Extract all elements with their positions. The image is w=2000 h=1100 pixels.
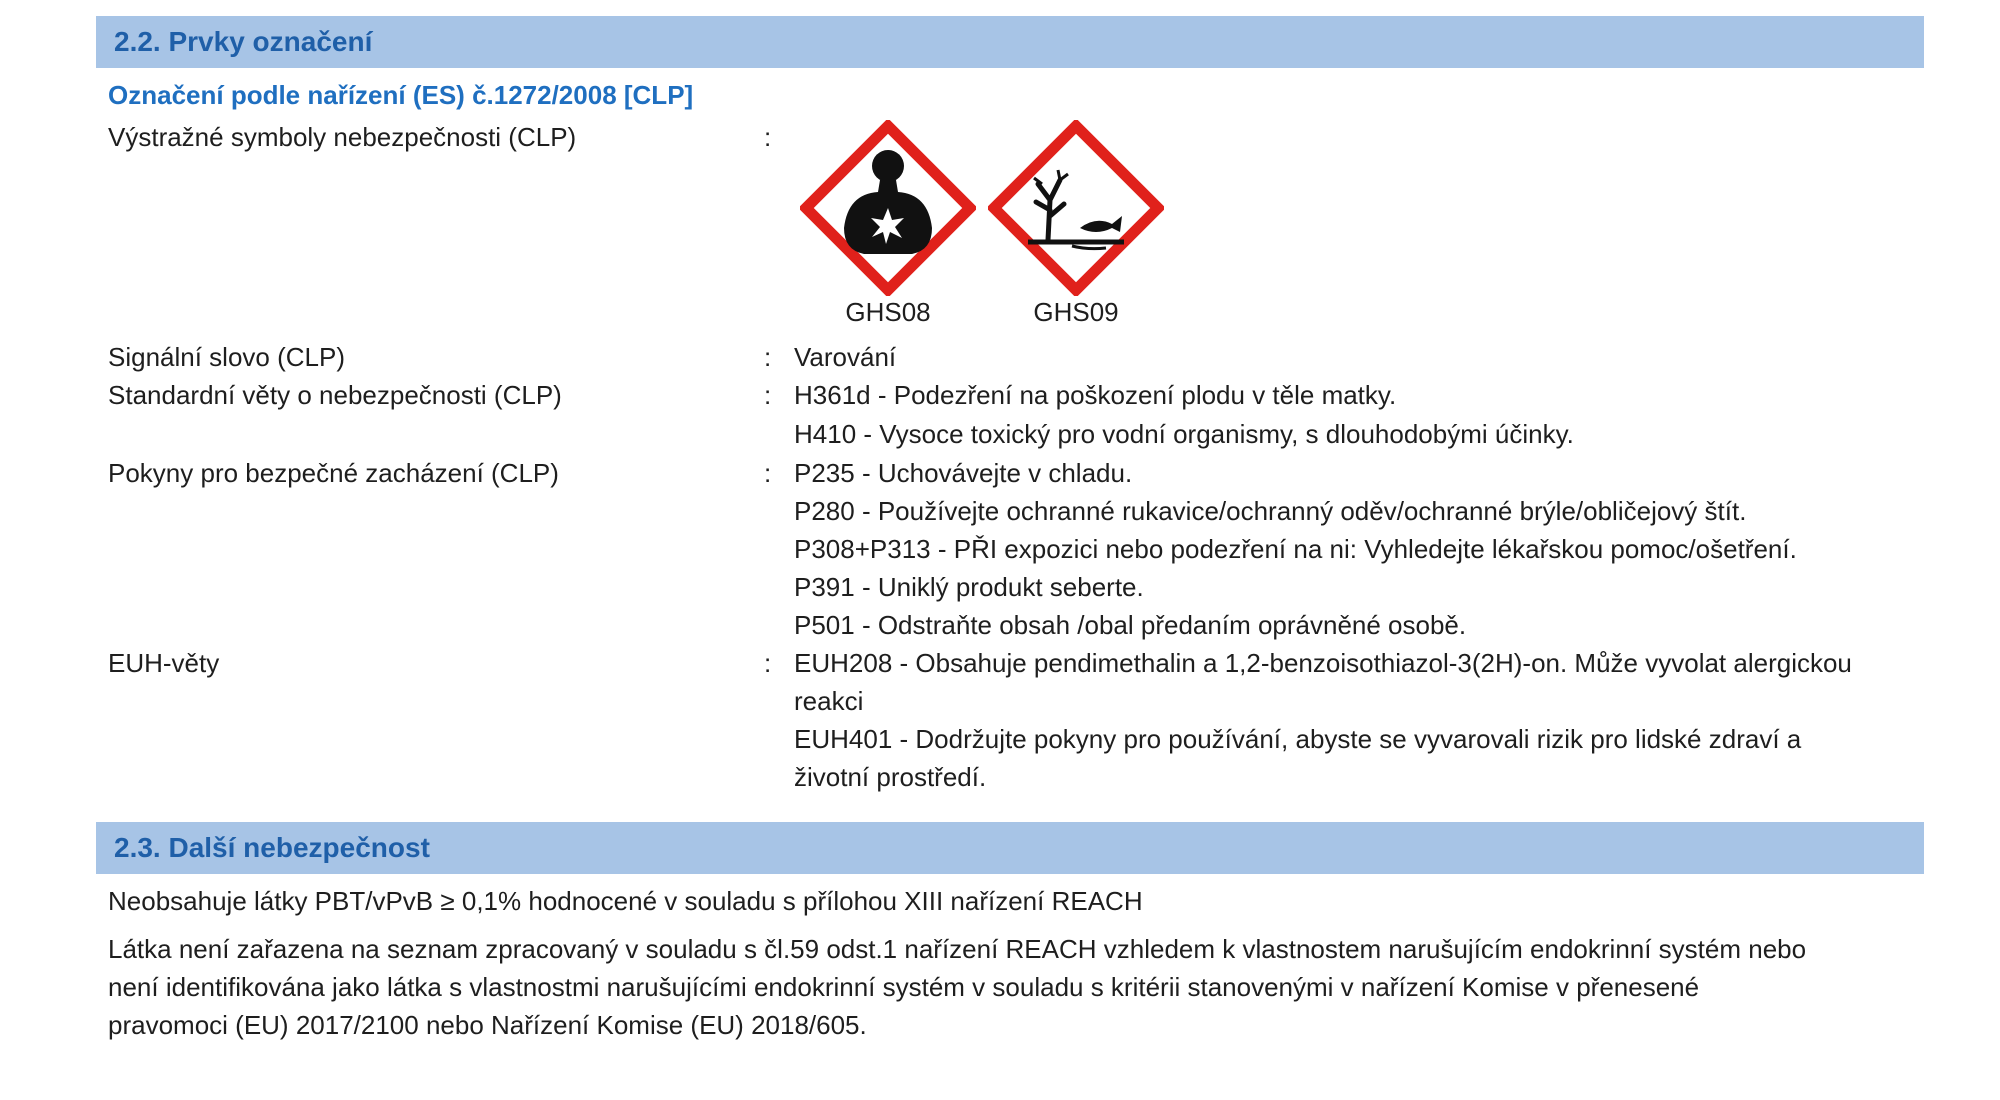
ghs08-health-hazard-icon [800, 120, 976, 296]
precautionary-statement-line: P501 - Odstraňte obsah /obal předaním oprávněné osobě. [794, 610, 1467, 640]
section-2-3-header [96, 822, 1924, 874]
euh-statement-line: reakci [794, 686, 864, 716]
endocrine-paragraph-line: není identifikována jako látka s vlastnostmi narušujícími endokrinní systém v souladu s kritérii stanovenými v nařízení Komise v přenesené [108, 972, 1700, 1002]
clp-subtitle: Označení podle nařízení (ES) č.1272/2008 [CLP] [108, 80, 694, 110]
hazard-statement-line: H361d - Podezření na poškození plodu v těle matky. [794, 380, 1397, 410]
colon: : [764, 458, 772, 488]
euh-statement-line: EUH208 - Obsahuje pendimethalin a 1,2-benzoisothiazol-3(2H)-on. Může vyvolat alergickou [794, 648, 1852, 678]
colon: : [764, 380, 772, 410]
signal-word-value: Varování [794, 342, 897, 372]
endocrine-paragraph-line: Látka není zařazena na seznam zpracovaný v souladu s čl.59 odst.1 nařízení REACH vzhledem k vlastnostem narušujícím endokrinní systém nebo [108, 934, 1807, 964]
ghs08-code: GHS08 [845, 297, 931, 327]
precautionary-statement-line: P391 - Uniklý produkt seberte. [794, 572, 1144, 602]
precautionary-statement-line: P235 - Uchovávejte v chladu. [794, 458, 1133, 488]
ghs09-code: GHS09 [1033, 297, 1119, 327]
euh-statements-label: EUH-věty [108, 648, 220, 678]
precautionary-statement-line: P308+P313 - PŘI expozici nebo podezření na ni: Vyhledejte lékařskou pomoc/ošetření. [794, 534, 1797, 564]
euh-statement-line: životní prostředí. [794, 762, 987, 792]
section-2-2-header [96, 16, 1924, 68]
hazard-pictograms-label: Výstražné symboly nebezpečnosti (CLP) [108, 122, 577, 152]
endocrine-paragraph-line: pravomoci (EU) 2017/2100 nebo Nařízení Komise (EU) 2018/605. [108, 1010, 867, 1040]
colon: : [764, 122, 772, 152]
colon: : [764, 648, 772, 678]
euh-statement-line: EUH401 - Dodržujte pokyny pro používání, abyste se vyvarovali rizik pro lidské zdraví a [794, 724, 1802, 754]
precautionary-statement-line: P280 - Používejte ochranné rukavice/ochranný oděv/ochranné brýle/obličejový štít. [794, 496, 1747, 526]
section-2-3-title: 2.3. Další nebezpečnost [114, 832, 430, 863]
ghs09-environment-icon [988, 120, 1164, 296]
pbt-vpvb-paragraph: Neobsahuje látky PBT/vPvB ≥ 0,1% hodnocené v souladu s přílohou XIII nařízení REACH [108, 886, 1143, 916]
hazard-statement-line: H410 - Vysoce toxický pro vodní organismy, s dlouhodobými účinky. [794, 419, 1574, 449]
section-2-2-title: 2.2. Prvky označení [114, 26, 373, 57]
precautionary-statements-label: Pokyny pro bezpečné zacházení (CLP) [108, 458, 559, 488]
colon: : [764, 342, 772, 372]
signal-word-label: Signální slovo (CLP) [108, 342, 345, 372]
hazard-statements-label: Standardní věty o nebezpečnosti (CLP) [108, 380, 562, 410]
